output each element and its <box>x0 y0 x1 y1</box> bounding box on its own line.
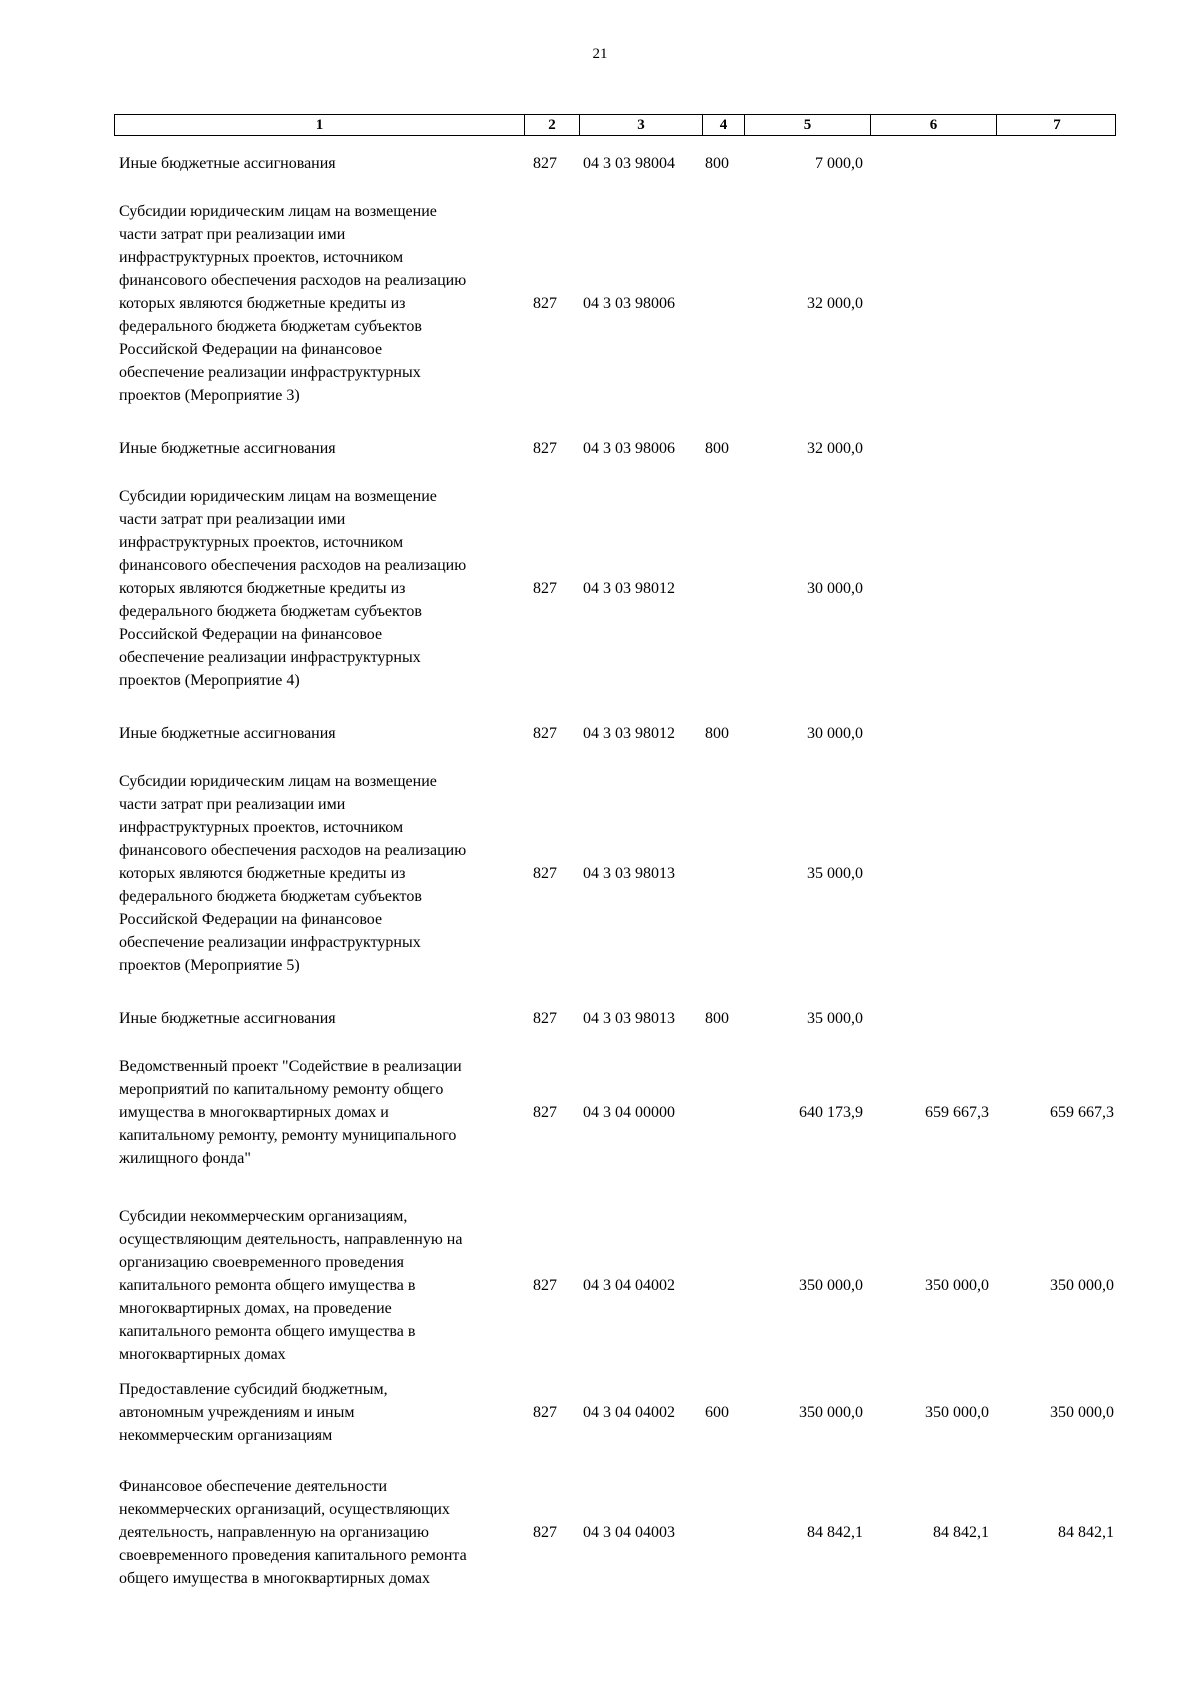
cell-col-5: 32 000,0 <box>807 440 863 457</box>
cell-col-3: 04 3 03 98013 <box>583 1010 675 1027</box>
header-col-2: 2 <box>524 115 579 135</box>
cell-col-2: 827 <box>533 1524 557 1541</box>
cell-col-5: 30 000,0 <box>807 725 863 742</box>
cell-col-5: 84 842,1 <box>807 1524 863 1541</box>
table-row <box>0 152 1200 175</box>
row-name-line: инфраструктурных проектов, источником <box>119 249 404 266</box>
cell-col-2: 827 <box>533 725 557 742</box>
cell-col-5: 32 000,0 <box>807 295 863 312</box>
row-name-line: Иные бюджетные ассигнования <box>119 725 336 742</box>
row-name <box>119 1007 519 1030</box>
cell-col-3: 04 3 03 98012 <box>583 725 675 742</box>
table-row <box>0 1475 1200 1590</box>
row-name-line: которых являются бюджетные кредиты из <box>119 295 406 312</box>
cell-col-2: 827 <box>533 1277 557 1294</box>
cell-col-5: 350 000,0 <box>799 1277 863 1294</box>
header-col-7: 7 <box>996 115 1117 135</box>
cell-col-6: 659 667,3 <box>925 1104 989 1121</box>
row-name-line: обеспечение реализации инфраструктурных <box>119 364 421 381</box>
row-name-line: федерального бюджета бюджетам субъектов <box>119 318 422 335</box>
row-name-line: которых являются бюджетные кредиты из <box>119 580 406 597</box>
cell-col-7: 350 000,0 <box>1050 1277 1114 1294</box>
cell-col-4: 600 <box>705 1404 729 1421</box>
row-name <box>119 1205 519 1366</box>
cell-col-4: 800 <box>705 725 729 742</box>
row-name-line: инфраструктурных проектов, источником <box>119 534 404 551</box>
row-name-line: обеспечение реализации инфраструктурных <box>119 934 421 951</box>
row-name-line: Иные бюджетные ассигнования <box>119 1010 336 1027</box>
cell-col-5: 30 000,0 <box>807 580 863 597</box>
cell-col-3: 04 3 04 00000 <box>583 1104 675 1121</box>
row-name-line: Российской Федерации на финансовое <box>119 341 383 358</box>
row-name-line: Иные бюджетные ассигнования <box>119 155 336 172</box>
row-name <box>119 1378 519 1447</box>
table-row <box>0 200 1200 407</box>
row-name-line: Финансовое обеспечение деятельности <box>119 1478 388 1495</box>
cell-col-3: 04 3 04 04002 <box>583 1404 675 1421</box>
row-name-line: мероприятий по капитальному ремонту общего <box>119 1081 444 1098</box>
row-name <box>119 1055 519 1170</box>
cell-col-2: 827 <box>533 440 557 457</box>
row-name-line: Субсидии юридическим лицам на возмещение <box>119 773 437 790</box>
row-name-line: капитальному ремонту, ремонту муниципального <box>119 1127 457 1144</box>
cell-col-7: 659 667,3 <box>1050 1104 1114 1121</box>
row-name-line: проектов (Мероприятие 5) <box>119 957 300 974</box>
cell-col-2: 827 <box>533 1010 557 1027</box>
table-row <box>0 1205 1200 1366</box>
table-row <box>0 437 1200 460</box>
cell-col-5: 35 000,0 <box>807 1010 863 1027</box>
row-name-line: многоквартирных домах, на проведение <box>119 1300 392 1317</box>
cell-col-6: 350 000,0 <box>925 1404 989 1421</box>
cell-col-3: 04 3 03 98006 <box>583 295 675 312</box>
cell-col-4: 800 <box>705 440 729 457</box>
row-name-line: проектов (Мероприятие 4) <box>119 672 300 689</box>
row-name-line: части затрат при реализации ими <box>119 796 346 813</box>
cell-col-3: 04 3 03 98004 <box>583 155 675 172</box>
table-row <box>0 485 1200 692</box>
cell-col-3: 04 3 04 04002 <box>583 1277 675 1294</box>
table-header <box>114 114 1116 136</box>
row-name-line: финансового обеспечения расходов на реализацию <box>119 557 467 574</box>
row-name-line: федерального бюджета бюджетам субъектов <box>119 603 422 620</box>
cell-col-5: 7 000,0 <box>815 155 863 172</box>
cell-col-2: 827 <box>533 295 557 312</box>
table-row <box>0 1007 1200 1030</box>
row-name-line: Предоставление субсидий бюджетным, <box>119 1381 388 1398</box>
row-name-line: своевременного проведения капитального ремонта <box>119 1547 467 1564</box>
cell-col-3: 04 3 03 98013 <box>583 865 675 882</box>
row-name-line: осуществляющим деятельность, направленную на <box>119 1231 463 1248</box>
header-col-6: 6 <box>870 115 996 135</box>
cell-col-4: 800 <box>705 1010 729 1027</box>
row-name-line: обеспечение реализации инфраструктурных <box>119 649 421 666</box>
cell-col-7: 350 000,0 <box>1050 1404 1114 1421</box>
row-name-line: Иные бюджетные ассигнования <box>119 440 336 457</box>
row-name-line: капитального ремонта общего имущества в <box>119 1277 416 1294</box>
cell-col-2: 827 <box>533 1104 557 1121</box>
table-row <box>0 770 1200 977</box>
row-name <box>119 152 519 175</box>
cell-col-3: 04 3 04 04003 <box>583 1524 675 1541</box>
row-name-line: некоммерческих организаций, осуществляющих <box>119 1501 450 1518</box>
header-col-5: 5 <box>744 115 870 135</box>
row-name-line: части затрат при реализации ими <box>119 511 346 528</box>
cell-col-6: 350 000,0 <box>925 1277 989 1294</box>
cell-col-5: 35 000,0 <box>807 865 863 882</box>
header-col-1: 1 <box>315 117 324 133</box>
table-row <box>0 1378 1200 1447</box>
row-name-line: которых являются бюджетные кредиты из <box>119 865 406 882</box>
row-name-line: финансового обеспечения расходов на реализацию <box>119 842 467 859</box>
row-name-line: инфраструктурных проектов, источником <box>119 819 404 836</box>
row-name <box>119 722 519 745</box>
row-name-line: федерального бюджета бюджетам субъектов <box>119 888 422 905</box>
cell-col-7: 84 842,1 <box>1058 1524 1114 1541</box>
row-name-line: деятельность, направленную на организацию <box>119 1524 429 1541</box>
cell-col-2: 827 <box>533 865 557 882</box>
row-name-line: некоммерческим организациям <box>119 1427 333 1444</box>
row-name-line: Российской Федерации на финансовое <box>119 911 383 928</box>
cell-col-5: 350 000,0 <box>799 1404 863 1421</box>
row-name <box>119 200 519 407</box>
row-name <box>119 1475 519 1590</box>
row-name-line: Российской Федерации на финансовое <box>119 626 383 643</box>
row-name-line: капитального ремонта общего имущества в <box>119 1323 416 1340</box>
row-name-line: Субсидии некоммерческим организациям, <box>119 1208 408 1225</box>
cell-col-2: 827 <box>533 1404 557 1421</box>
table-row <box>0 1055 1200 1170</box>
cell-col-3: 04 3 03 98006 <box>583 440 675 457</box>
row-name <box>119 437 519 460</box>
row-name-line: автономным учреждениям и иным <box>119 1404 355 1421</box>
row-name-line: имущества в многоквартирных домах и <box>119 1104 389 1121</box>
page-number: 21 <box>592 46 608 62</box>
row-name <box>119 485 519 692</box>
row-name <box>119 770 519 977</box>
row-name-line: многоквартирных домах <box>119 1346 286 1363</box>
row-name-line: части затрат при реализации ими <box>119 226 346 243</box>
row-name-line: Субсидии юридическим лицам на возмещение <box>119 488 437 505</box>
cell-col-4: 800 <box>705 155 729 172</box>
cell-col-5: 640 173,9 <box>799 1104 863 1121</box>
cell-col-3: 04 3 03 98012 <box>583 580 675 597</box>
header-col-3: 3 <box>579 115 702 135</box>
cell-col-2: 827 <box>533 580 557 597</box>
row-name-line: общего имущества в многоквартирных домах <box>119 1570 431 1587</box>
row-name-line: организацию своевременного проведения <box>119 1254 404 1271</box>
row-name-line: проектов (Мероприятие 3) <box>119 387 300 404</box>
row-name-line: Субсидии юридическим лицам на возмещение <box>119 203 437 220</box>
row-name-line: жилищного фонда" <box>119 1150 251 1167</box>
cell-col-2: 827 <box>533 155 557 172</box>
table-row <box>0 722 1200 745</box>
row-name-line: финансового обеспечения расходов на реализацию <box>119 272 467 289</box>
cell-col-6: 84 842,1 <box>933 1524 989 1541</box>
row-name-line: Ведомственный проект "Содействие в реализации <box>119 1058 462 1075</box>
header-col-4: 4 <box>702 115 744 135</box>
